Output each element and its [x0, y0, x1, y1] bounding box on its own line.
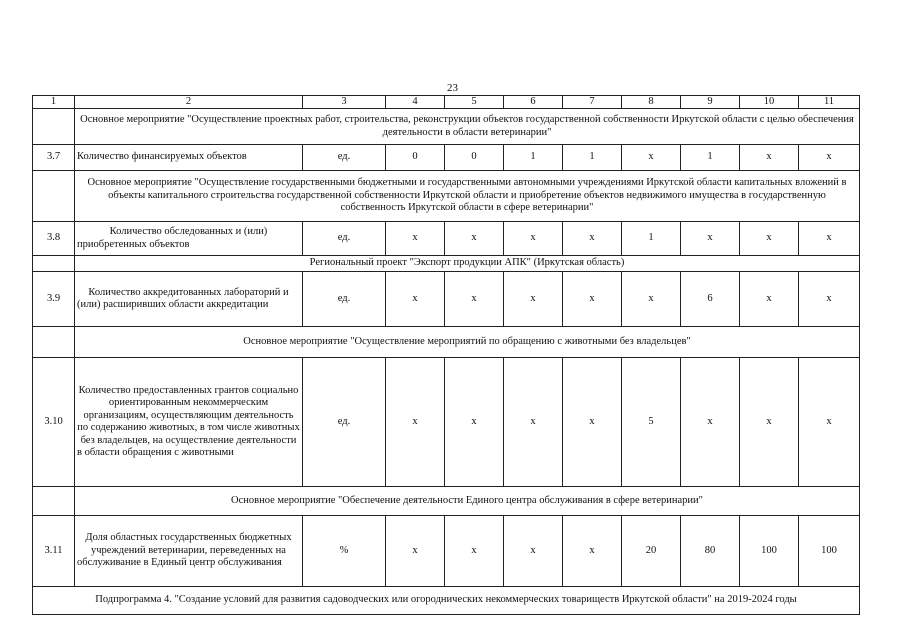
section-number-cell	[33, 256, 75, 272]
column-header: 11	[799, 96, 860, 109]
section-row	[33, 256, 860, 272]
value-cell: x	[386, 272, 445, 327]
value-cell: 5	[622, 358, 681, 487]
unit-cell: %	[303, 516, 386, 587]
row-number: 3.8	[33, 222, 75, 256]
unit-cell: ед.	[303, 272, 386, 327]
section-number-cell	[33, 487, 75, 516]
value-cell: x	[504, 272, 563, 327]
section-number-cell	[33, 171, 75, 222]
value-cell: x	[799, 222, 860, 256]
value-cell: x	[445, 272, 504, 327]
value-cell: x	[622, 272, 681, 327]
value-cell: x	[799, 272, 860, 327]
value-cell: 80	[681, 516, 740, 587]
value-cell: x	[504, 222, 563, 256]
value-cell: x	[799, 145, 860, 171]
value-cell: x	[563, 358, 622, 487]
subprogram-title: Подпрограмма 4. "Создание условий для развития садоводческих или огороднических некоммерческих товариществ Иркутской области" на 2019-2024 годы	[33, 587, 860, 615]
section-row	[33, 171, 860, 222]
indicator-row	[33, 272, 860, 327]
unit-cell: ед.	[303, 222, 386, 256]
value-cell: x	[445, 222, 504, 256]
value-cell: x	[563, 272, 622, 327]
value-cell: 20	[622, 516, 681, 587]
value-cell: x	[740, 358, 799, 487]
section-number-cell	[33, 327, 75, 358]
value-cell: 6	[681, 272, 740, 327]
column-header: 7	[563, 96, 622, 109]
value-cell: x	[445, 358, 504, 487]
column-header: 6	[504, 96, 563, 109]
value-cell: x	[740, 272, 799, 327]
subprogram-footer-row	[33, 587, 860, 615]
section-title: Основное мероприятие "Обеспечение деятельности Единого центра обслуживания в сфере ветеринарии"	[75, 487, 860, 516]
value-cell: 1	[681, 145, 740, 171]
column-header: 4	[386, 96, 445, 109]
column-header: 9	[681, 96, 740, 109]
page-number: 23	[447, 82, 458, 94]
column-header: 10	[740, 96, 799, 109]
indicator-name: Количество обследованных и (или) приобретенных объектов	[75, 222, 303, 256]
value-cell: 1	[563, 145, 622, 171]
value-cell: 100	[740, 516, 799, 587]
indicator-name: Количество аккредитованных лабораторий и (или) расширивших области аккредитации	[75, 272, 303, 327]
value-cell: x	[504, 516, 563, 587]
indicator-row	[33, 222, 860, 256]
indicator-row	[33, 358, 860, 487]
indicator-name: Количество финансируемых объектов	[75, 145, 303, 171]
row-number: 3.10	[33, 358, 75, 487]
column-header: 8	[622, 96, 681, 109]
column-header: 5	[445, 96, 504, 109]
value-cell: x	[504, 358, 563, 487]
value-cell: x	[445, 516, 504, 587]
row-number: 3.11	[33, 516, 75, 587]
unit-cell: ед.	[303, 145, 386, 171]
value-cell: x	[740, 145, 799, 171]
section-title: Основное мероприятие "Осуществление государственными бюджетными и государственными автономными учреждениями Иркутской области капитальных вложений в объекты капитального строительства государственной собственности Иркутской области и приобретение объектов недвижимого имущества в государственную собственность Иркутской области в сфере ветеринарии"	[75, 171, 860, 222]
value-cell: 100	[799, 516, 860, 587]
value-cell: x	[386, 516, 445, 587]
value-cell: x	[622, 145, 681, 171]
value-cell: x	[799, 358, 860, 487]
value-cell: x	[740, 222, 799, 256]
column-header: 2	[75, 96, 303, 109]
value-cell: x	[681, 222, 740, 256]
indicators-table	[32, 95, 860, 615]
section-title: Основное мероприятие "Осуществление проектных работ, строительства, реконструкции объектов государственной собственности Иркутской области с целью обеспечения деятельности в области ветеринарии"	[75, 109, 860, 145]
unit-cell: ед.	[303, 358, 386, 487]
indicator-row	[33, 516, 860, 587]
value-cell: 1	[504, 145, 563, 171]
column-header: 1	[33, 96, 75, 109]
value-cell: x	[386, 222, 445, 256]
row-number: 3.7	[33, 145, 75, 171]
column-header-row	[33, 96, 860, 109]
value-cell: 0	[386, 145, 445, 171]
value-cell: x	[681, 358, 740, 487]
indicator-name: Количество предоставленных грантов социально ориентированным некоммерческим организациям, осуществляющим деятельность по содержанию животных, в том числе животных без владельцев, на осуществление деятельности в области обращения с животными	[75, 358, 303, 487]
value-cell: x	[563, 516, 622, 587]
column-header: 3	[303, 96, 386, 109]
section-title: Основное мероприятие "Осуществление мероприятий по обращению с животными без владельцев"	[75, 327, 860, 358]
section-title: Региональный проект "Экспорт продукции АПК" (Иркутская область)	[75, 256, 860, 272]
indicator-row	[33, 145, 860, 171]
value-cell: x	[563, 222, 622, 256]
value-cell: 0	[445, 145, 504, 171]
section-number-cell	[33, 109, 75, 145]
indicator-name: Доля областных государственных бюджетных учреждений ветеринарии, переведенных на обслуживание в Единый центр обслуживания	[75, 516, 303, 587]
row-number: 3.9	[33, 272, 75, 327]
section-row	[33, 327, 860, 358]
value-cell: 1	[622, 222, 681, 256]
section-row	[33, 487, 860, 516]
section-row	[33, 109, 860, 145]
value-cell: x	[386, 358, 445, 487]
